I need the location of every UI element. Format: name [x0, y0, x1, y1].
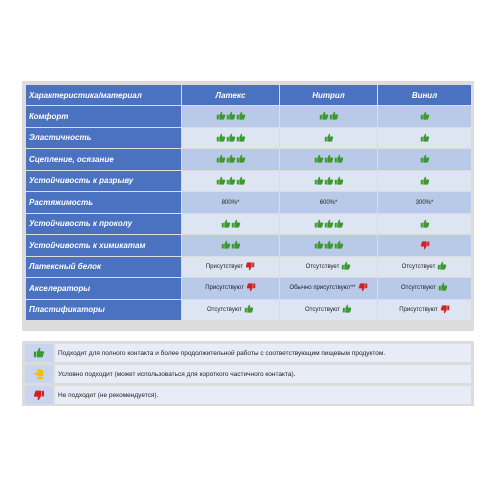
legend-row-conditional [25, 365, 471, 383]
table-row [26, 300, 471, 321]
rating-cell [182, 300, 279, 321]
legend-row-bad [25, 386, 471, 404]
rating-cell [378, 149, 471, 170]
header-row [26, 85, 471, 105]
row-label: Эластичность [26, 128, 181, 149]
thumbs-up-icon-group [420, 154, 430, 164]
thumbs-up-icon [438, 282, 448, 294]
thumbs-up-icon-group [314, 176, 344, 186]
thumbs-up-icon-group [319, 111, 339, 121]
rating-cell [280, 192, 377, 213]
thumbs-up-icon-group [420, 176, 430, 186]
rating-cell [182, 235, 279, 256]
rating-cell [182, 192, 279, 213]
table-row [26, 149, 471, 170]
rating-cell [182, 257, 279, 278]
table-row [26, 171, 471, 192]
rating-cell [280, 171, 377, 192]
thumbs-up-icon-group [420, 219, 430, 229]
rating-cell [378, 106, 471, 127]
table-row [26, 278, 471, 299]
thumbs-down-icon-group [420, 240, 430, 250]
legend-text-good: Подходит для полного контакта и более продолжительной работы с соответствующим пищевым продуктом. [55, 344, 471, 362]
legend-thumbs-down-icon [25, 386, 53, 404]
cell-text: 800%* [221, 199, 240, 206]
legend-thumbs-up-icon [25, 344, 53, 362]
row-label: Акселераторы [26, 278, 181, 299]
thumbs-up-icon [341, 261, 351, 273]
rating-cell [280, 257, 377, 278]
rating-cell [378, 278, 471, 299]
thumbs-up-icon-group [216, 111, 246, 121]
rating-cell [378, 235, 471, 256]
cell-text: Присутствуют [399, 306, 438, 313]
rating-cell [378, 214, 471, 235]
thumbs-up-icon-group [314, 219, 344, 229]
thumbs-up-icon-group [216, 154, 246, 164]
comparison-table [25, 84, 472, 321]
table-row [26, 106, 471, 127]
rating-cell [182, 128, 279, 149]
thumbs-down-icon [246, 282, 256, 294]
thumbs-up-icon [342, 304, 352, 316]
rating-cell [378, 257, 471, 278]
cell-text: Присутствует [205, 263, 244, 270]
legend-row-good [25, 344, 471, 362]
rating-cell [378, 192, 471, 213]
rating-cell [280, 128, 377, 149]
rating-cell [378, 128, 471, 149]
rating-cell [182, 106, 279, 127]
table-row [26, 257, 471, 278]
legend-thumbs-sideways-icon [25, 365, 53, 383]
rating-cell [280, 106, 377, 127]
thumbs-up-icon-group [420, 111, 430, 121]
row-label: Пластификаторы [26, 300, 181, 321]
rating-cell [280, 300, 377, 321]
table-row [26, 214, 471, 235]
thumbs-up-icon-group [314, 154, 344, 164]
cell-text: 600%* [319, 199, 338, 206]
rating-cell [280, 214, 377, 235]
thumbs-up-icon-group [324, 133, 334, 143]
rating-cell [182, 278, 279, 299]
rating-cell [182, 214, 279, 235]
rating-cell [280, 278, 377, 299]
thumbs-up-icon-group [221, 219, 241, 229]
thumbs-down-icon [245, 261, 255, 273]
legend [22, 341, 474, 406]
thumbs-up-icon-group [314, 240, 344, 250]
row-label: Устойчивость к разрыву [26, 171, 181, 192]
rating-cell [378, 300, 471, 321]
thumbs-up-icon-group [420, 133, 430, 143]
header-latex: Латекс [182, 85, 279, 105]
header-nitrile: Нитрил [280, 85, 377, 105]
cell-text: Отсутствует [401, 263, 436, 270]
cell-text: Отсутствуют [305, 306, 340, 313]
legend-text-bad: Не подходит (не рекомендуется). [55, 386, 471, 404]
rating-cell [182, 149, 279, 170]
row-label: Устойчивость к химикатам [26, 235, 181, 256]
row-label: Растяжимость [26, 192, 181, 213]
thumbs-down-icon [440, 304, 450, 316]
row-label: Комфорт [26, 106, 181, 127]
cell-text: Обычно присутствуют** [289, 285, 356, 292]
row-label: Сцепление, осязание [26, 149, 181, 170]
cell-text: Отсутствуют [207, 306, 242, 313]
table-row [26, 235, 471, 256]
table-row [26, 128, 471, 149]
thumbs-down-icon [358, 282, 368, 294]
cell-text: Присутствуют [205, 285, 244, 292]
rating-cell [280, 149, 377, 170]
thumbs-up-icon-group [221, 240, 241, 250]
row-label: Устойчивость к проколу [26, 214, 181, 235]
rating-cell [280, 235, 377, 256]
legend-text-conditional: Условно подходит (может использоваться для короткого частичного контакта). [55, 365, 471, 383]
header-characteristic: Характеристика/материал [26, 85, 181, 105]
row-label: Латексный белок [26, 257, 181, 278]
thumbs-up-icon-group [216, 133, 246, 143]
thumbs-up-icon-group [216, 176, 246, 186]
cell-text: 300%* [415, 199, 434, 206]
rating-cell [182, 171, 279, 192]
thumbs-up-icon [437, 261, 447, 273]
header-vinyl: Винил [378, 85, 471, 105]
cell-text: Отсутствуют [401, 285, 436, 292]
rating-cell [378, 171, 471, 192]
thumbs-up-icon [244, 304, 254, 316]
table-row [26, 192, 471, 213]
cell-text: Отсутствует [305, 263, 340, 270]
